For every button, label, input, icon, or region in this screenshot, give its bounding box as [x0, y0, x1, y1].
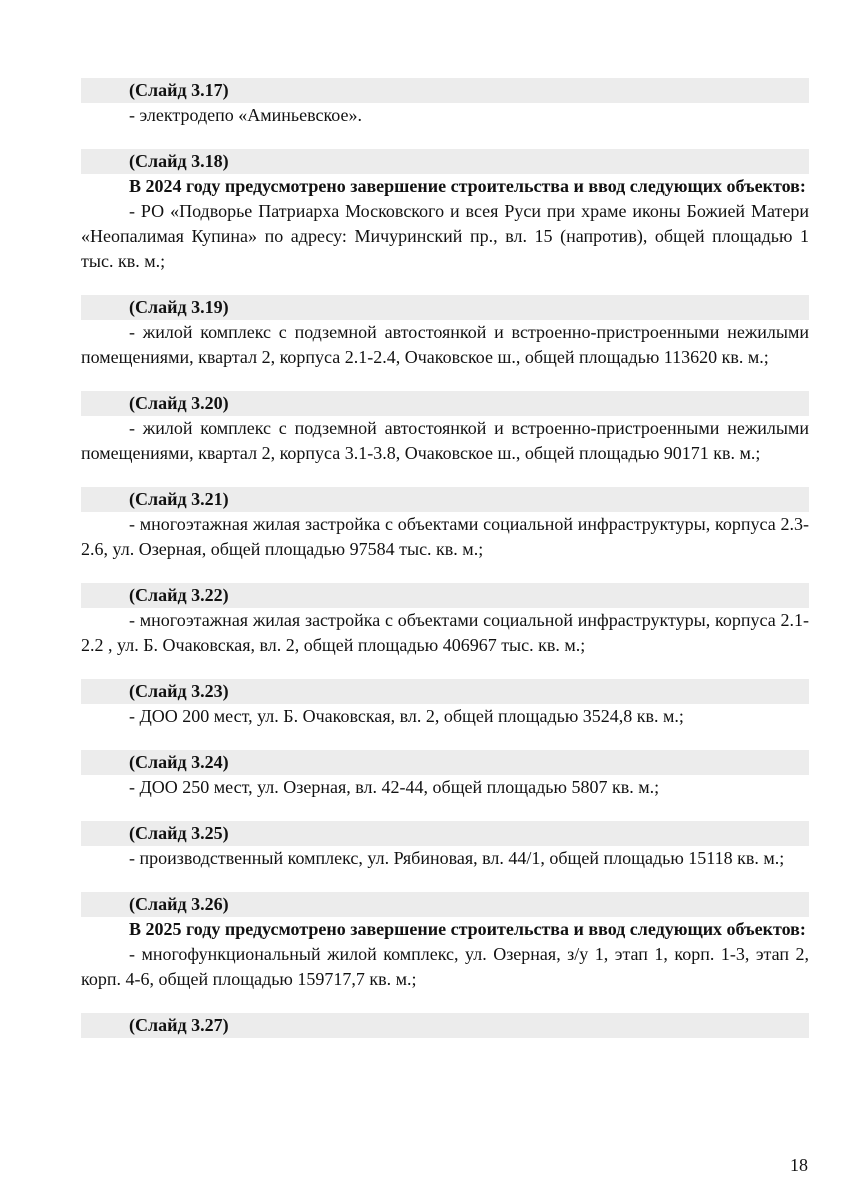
slide-block: [81, 750, 809, 800]
slide-heading: (Слайд 3.27): [81, 1013, 809, 1038]
document-page: [81, 78, 809, 1059]
slide-text: - производственный комплекс, ул. Рябиновая, вл. 44/1, общей площадью 15118 кв. м.;: [129, 848, 785, 868]
slide-heading: (Слайд 3.24): [81, 750, 809, 775]
slide-heading: (Слайд 3.18): [81, 149, 809, 174]
slide-block: [81, 679, 809, 729]
slide-text: - многофункциональный жилой комплекс, ул. Озерная, з/у 1, этап 1, корп. 1-3, этап 2, корп. 4-6, общей площадью 159717,7 кв. м.;: [81, 944, 809, 989]
slide-heading: (Слайд 3.17): [81, 78, 809, 103]
slide-block: [81, 149, 809, 274]
slide-text: - многоэтажная жилая застройка с объектами социальной инфраструктуры, корпуса 2.3-2.6, ул. Озерная, общей площадью 97584 тыс. кв. м.;: [81, 514, 809, 559]
slide-heading: (Слайд 3.21): [81, 487, 809, 512]
slide-text: - ДОО 200 мест, ул. Б. Очаковская, вл. 2, общей площадью 3524,8 кв. м.;: [129, 706, 684, 726]
slide-block: [81, 1013, 809, 1038]
slide-text: - жилой комплекс с подземной автостоянкой и встроенно-пристроенными нежилыми помещениями, квартал 2, корпуса 3.1-3.8, Очаковское ш., общей площадью 90171 кв. м.;: [81, 418, 809, 463]
slide-block: [81, 295, 809, 370]
slide-block: [81, 78, 809, 128]
slide-block: [81, 487, 809, 562]
slide-block: [81, 391, 809, 466]
slide-heading: (Слайд 3.20): [81, 391, 809, 416]
slide-heading: (Слайд 3.22): [81, 583, 809, 608]
slide-text: - ДОО 250 мест, ул. Озерная, вл. 42-44, общей площадью 5807 кв. м.;: [129, 777, 660, 797]
slide-block: [81, 583, 809, 658]
slide-block: [81, 892, 809, 992]
slide-heading: (Слайд 3.23): [81, 679, 809, 704]
slide-text: - РО «Подворье Патриарха Московского и всея Руси при храме иконы Божией Матери «Неопалимая Купина» по адресу: Мичуринский пр., вл. 15 (напротив), общей площадью 1 тыс. кв. м.;: [81, 201, 809, 271]
slide-heading: (Слайд 3.19): [81, 295, 809, 320]
slide-text: - жилой комплекс с подземной автостоянкой и встроенно-пристроенными нежилыми помещениями, квартал 2, корпуса 2.1-2.4, Очаковское ш., общей площадью 113620 кв. м.;: [81, 322, 809, 367]
slide-heading: (Слайд 3.25): [81, 821, 809, 846]
slide-intro: В 2025 году предусмотрено завершение строительства и ввод следующих объектов:: [129, 919, 806, 939]
slide-intro: В 2024 году предусмотрено завершение строительства и ввод следующих объектов:: [129, 176, 806, 196]
slide-block: [81, 821, 809, 871]
page-number: 18: [790, 1155, 808, 1175]
slide-heading: (Слайд 3.26): [81, 892, 809, 917]
slide-text: - электродепо «Аминьевское».: [129, 105, 362, 125]
slide-text: - многоэтажная жилая застройка с объектами социальной инфраструктуры, корпуса 2.1-2.2 , ул. Б. Очаковская, вл. 2, общей площадью 406967 тыс. кв. м.;: [81, 610, 809, 655]
